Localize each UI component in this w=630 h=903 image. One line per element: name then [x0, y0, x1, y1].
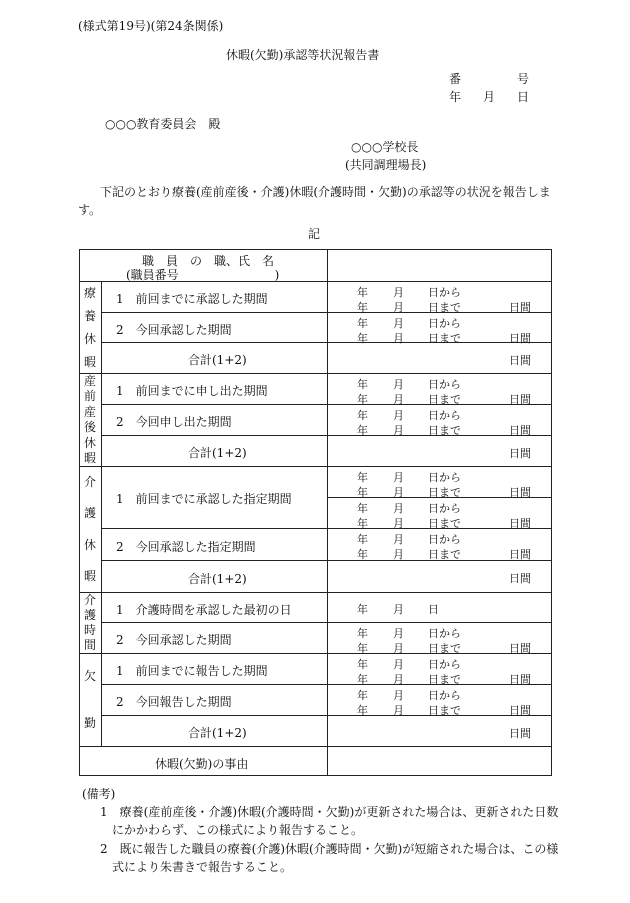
kaigo-prior-a-from-month: 月: [393, 471, 404, 484]
jikan-current-from-month: 月: [393, 627, 404, 640]
kaigo-current-to-day: 日まで: [428, 548, 461, 561]
ryoyo-prior-label: 1 前回までに承認した期間: [116, 292, 268, 306]
kekkin-prior-to-year: 年: [357, 673, 368, 686]
jikan-current-from-year: 年: [357, 627, 368, 640]
number-label: 番: [449, 72, 462, 86]
kaigo-prior-a-to-month: 月: [393, 486, 404, 499]
ryoyo-current-from-month: 月: [393, 317, 404, 330]
ryoyo-prior-days: 日間: [509, 301, 531, 314]
sanzen-total-label: 合計(1+2): [188, 446, 247, 460]
ryoyo-prior-to-day: 日まで: [428, 301, 461, 314]
kaigo-prior-b-days: 日間: [509, 517, 531, 530]
notes-heading: (備考): [82, 787, 116, 801]
sanzen-current-label: 2 今回申し出た期間: [116, 415, 232, 429]
table-rule: [101, 528, 551, 529]
kekkin-current-to-month: 月: [393, 704, 404, 717]
jikan-first-year: 年: [357, 603, 368, 616]
table-rule: [79, 466, 551, 467]
date-day: 日: [517, 90, 530, 104]
table-rule: [101, 312, 551, 313]
kaigo-prior-a-to-year: 年: [357, 486, 368, 499]
kekkin-prior-from-year: 年: [357, 658, 368, 671]
table-rule: [79, 775, 552, 776]
kaigo-prior-a-days: 日間: [509, 486, 531, 499]
table-rule: [327, 249, 328, 775]
sanzen-prior-to-day: 日まで: [428, 393, 461, 406]
jikan-current-label: 2 今回承認した期間: [116, 633, 232, 647]
table-rule: [79, 249, 80, 776]
vlabel-kaigo-char: 休: [83, 537, 96, 552]
sanzen-prior-to-year: 年: [357, 393, 368, 406]
kaigo-current-label: 2 今回承認した指定期間: [116, 540, 256, 554]
kaigo-total-label: 合計(1+2): [188, 572, 247, 586]
kekkin-total-label: 合計(1+2): [188, 726, 247, 740]
form-number: (様式第19号)(第24条関係): [78, 19, 224, 33]
sanzen-prior-to-month: 月: [393, 393, 404, 406]
vlabel-sanzen-char: 後: [83, 420, 96, 435]
jikan-current-to-day: 日まで: [428, 642, 461, 655]
sanzen-total-days: 日間: [509, 447, 531, 460]
staff-number-header: (職員番号 ): [126, 268, 280, 282]
vlabel-ryoyo-char: 休: [83, 331, 96, 346]
sender-kitchen: (共同調理場長): [345, 158, 427, 172]
vlabel-sanzen-char: 暇: [83, 451, 96, 466]
kaigo-prior-b-to-month: 月: [393, 517, 404, 530]
kekkin-current-from-day: 日から: [428, 689, 461, 702]
vlabel-sanzen-char: 産: [83, 404, 96, 419]
table-rule: [79, 249, 552, 250]
kaigo-prior-b-from-month: 月: [393, 502, 404, 515]
vlabel-sanzen-char: 前: [83, 389, 96, 404]
kaigo-prior-b-from-day: 日から: [428, 502, 461, 515]
vlabel-ryoyo-char: 療: [83, 285, 96, 300]
sanzen-current-from-day: 日から: [428, 409, 461, 422]
kekkin-current-to-day: 日まで: [428, 704, 461, 717]
document-title: 休暇(欠勤)承認等状況報告書: [226, 48, 380, 62]
sanzen-current-to-month: 月: [393, 424, 404, 437]
ryoyo-prior-from-day: 日から: [428, 286, 461, 299]
vlabel-sanzen-char: 休: [83, 435, 96, 450]
kaigo-current-to-month: 月: [393, 548, 404, 561]
ryoyo-prior-from-year: 年: [357, 286, 368, 299]
ryoyo-current-to-month: 月: [393, 332, 404, 345]
vlabel-kaigo-char: 介: [83, 474, 96, 489]
jikan-current-days: 日間: [509, 642, 531, 655]
ryoyo-prior-from-month: 月: [393, 286, 404, 299]
ryoyo-prior-to-year: 年: [357, 301, 368, 314]
jikan-first-month: 月: [393, 603, 404, 616]
ryoyo-current-label: 2 今回承認した期間: [116, 323, 232, 337]
note-2-line2: 式により朱書きで報告すること。: [112, 860, 293, 874]
kaigo-prior-b-from-year: 年: [357, 502, 368, 515]
sanzen-prior-days: 日間: [509, 393, 531, 406]
ryoyo-current-days: 日間: [509, 332, 531, 345]
ryoyo-current-to-day: 日まで: [428, 332, 461, 345]
ki-label: 記: [308, 227, 321, 241]
vlabel-kaigo-jikan-char: 護: [83, 607, 96, 622]
staff-name-header: 職 員 の 職、氏 名: [142, 254, 275, 268]
sanzen-prior-from-day: 日から: [428, 378, 461, 391]
kekkin-prior-to-day: 日まで: [428, 673, 461, 686]
table-rule: [79, 373, 551, 374]
jikan-current-from-day: 日から: [428, 627, 461, 640]
jikan-current-to-month: 月: [393, 642, 404, 655]
table-rule: [101, 435, 551, 436]
intro-text-line2: す。: [78, 203, 102, 217]
kekkin-prior-from-month: 月: [393, 658, 404, 671]
kaigo-prior-a-from-year: 年: [357, 471, 368, 484]
kekkin-current-days: 日間: [509, 704, 531, 717]
kaigo-total-days: 日間: [509, 572, 531, 585]
ryoyo-current-from-day: 日から: [428, 317, 461, 330]
note-2-line1: 2 既に報告した職員の療養(介護)休暇(介護時間・欠勤)が短縮された場合は、この様: [100, 842, 559, 856]
table-rule: [551, 249, 552, 776]
sender-principal: ○○○学校長: [351, 140, 419, 154]
kekkin-current-from-year: 年: [357, 689, 368, 702]
vlabel-kaigo-char: 護: [83, 506, 96, 521]
kekkin-current-from-month: 月: [393, 689, 404, 702]
kaigo-prior-a-to-day: 日まで: [428, 486, 461, 499]
kaigo-current-from-day: 日から: [428, 533, 461, 546]
date-month: 月: [483, 90, 496, 104]
kekkin-prior-from-day: 日から: [428, 658, 461, 671]
kaigo-prior-b-to-year: 年: [357, 517, 368, 530]
kekkin-current-label: 2 今回報告した期間: [116, 695, 232, 709]
kaigo-current-from-year: 年: [357, 533, 368, 546]
kaigo-current-from-month: 月: [393, 533, 404, 546]
number-suffix: 号: [517, 72, 530, 86]
jikan-first-day-label: 1 介護時間を承認した最初の日: [116, 603, 292, 617]
vlabel-kaigo-char: 暇: [83, 569, 96, 584]
jikan-current-to-year: 年: [357, 642, 368, 655]
ryoyo-current-from-year: 年: [357, 317, 368, 330]
vlabel-kaigo-jikan-char: 介: [83, 592, 96, 607]
table-rule: [101, 342, 551, 343]
sanzen-current-from-year: 年: [357, 409, 368, 422]
table-rule: [79, 592, 551, 593]
sanzen-prior-label: 1 前回までに申し出た期間: [116, 384, 268, 398]
sanzen-current-from-month: 月: [393, 409, 404, 422]
sanzen-current-days: 日間: [509, 424, 531, 437]
table-rule: [79, 746, 551, 747]
ryoyo-current-to-year: 年: [357, 332, 368, 345]
ryoyo-total-label: 合計(1+2): [188, 353, 247, 367]
kaigo-current-days: 日間: [509, 548, 531, 561]
table-rule: [79, 653, 551, 654]
sanzen-current-to-day: 日まで: [428, 424, 461, 437]
note-1-line2: にかかわらず、この様式により報告すること。: [112, 823, 364, 837]
sanzen-current-to-year: 年: [357, 424, 368, 437]
sanzen-prior-from-year: 年: [357, 378, 368, 391]
intro-text-line1: 下記のとおり療養(産前産後・介護)休暇(介護時間・欠勤)の承認等の状況を報告しま: [100, 185, 551, 199]
date-year: 年: [449, 90, 462, 104]
table-rule: [101, 622, 551, 623]
kaigo-prior-b-to-day: 日まで: [428, 517, 461, 530]
vlabel-ryoyo-char: 暇: [83, 354, 96, 369]
vlabel-kekkin-char: 勤: [83, 715, 96, 730]
table-rule: [101, 684, 551, 685]
table-rule: [101, 560, 551, 561]
ryoyo-prior-to-month: 月: [393, 301, 404, 314]
ryoyo-total-days: 日間: [509, 354, 531, 367]
kaigo-prior-a-from-day: 日から: [428, 471, 461, 484]
kekkin-prior-label: 1 前回までに報告した期間: [116, 664, 268, 678]
table-rule: [101, 281, 102, 746]
addressee: ○○○教育委員会 殿: [105, 117, 221, 131]
note-1-line1: 1 療養(産前産後・介護)休暇(介護時間・欠勤)が更新された場合は、更新された日数: [100, 805, 559, 819]
kekkin-total-days: 日間: [509, 727, 531, 740]
kaigo-prior-label: 1 前回までに承認した指定期間: [116, 492, 292, 506]
kekkin-prior-to-month: 月: [393, 673, 404, 686]
jikan-first-day: 日: [428, 603, 439, 616]
vlabel-kekkin-char: 欠: [83, 669, 96, 684]
table-rule: [101, 404, 551, 405]
kekkin-current-to-year: 年: [357, 704, 368, 717]
table-rule: [101, 715, 551, 716]
vlabel-kaigo-jikan-char: 時: [83, 623, 96, 638]
vlabel-sanzen-char: 産: [83, 373, 96, 388]
vlabel-ryoyo-char: 養: [83, 308, 96, 323]
vlabel-kaigo-jikan-char: 間: [83, 638, 96, 653]
sanzen-prior-from-month: 月: [393, 378, 404, 391]
kaigo-current-to-year: 年: [357, 548, 368, 561]
reason-label: 休暇(欠勤)の事由: [155, 757, 249, 771]
kekkin-prior-days: 日間: [509, 673, 531, 686]
